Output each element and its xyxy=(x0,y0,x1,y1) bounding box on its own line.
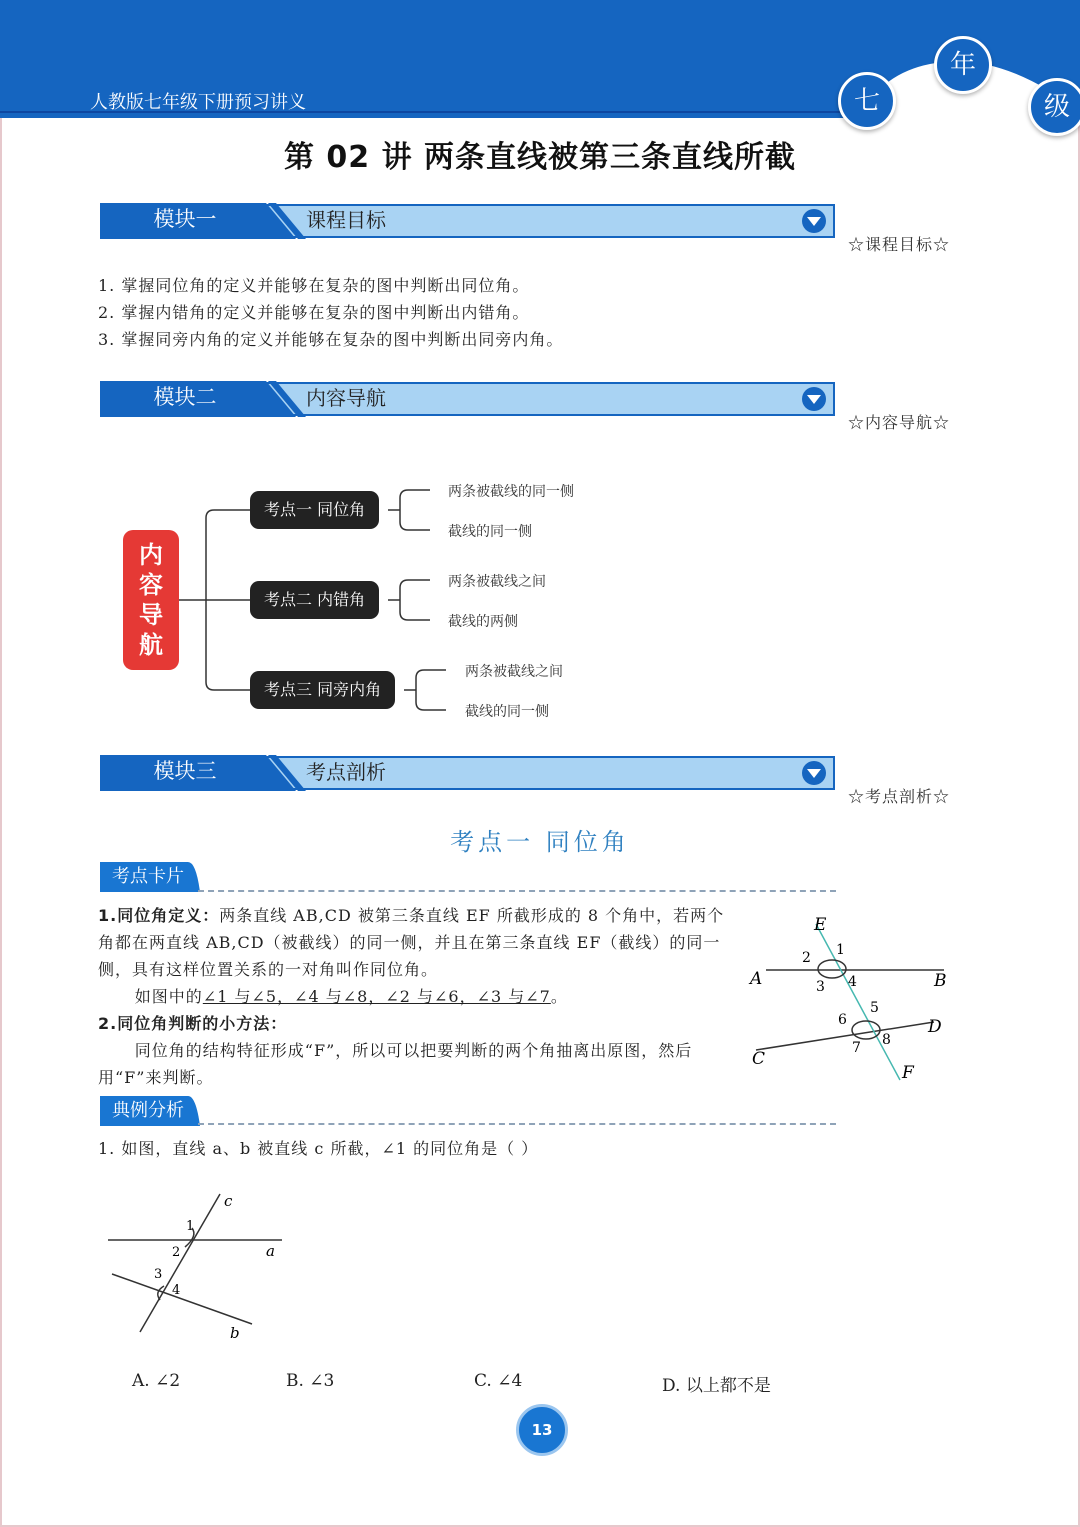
module-one-side-note: ☆课程目标☆ xyxy=(848,235,951,254)
label-B: B xyxy=(934,971,947,991)
mindmap-branch-same-side: 考点三 同旁内角 xyxy=(250,671,395,709)
mindmap-branch-corresponding: 考点一 同位角 xyxy=(250,491,379,529)
module-three-bar xyxy=(100,755,836,791)
method-title: 2.同位角判断的小方法： xyxy=(98,1014,288,1033)
angle-label: 2 xyxy=(802,950,811,966)
module-one-label: 模块一 xyxy=(153,207,217,231)
mindmap-leaf: 两条被截线之间 xyxy=(465,664,563,680)
angle-label: 1 xyxy=(836,942,845,958)
grade-char-seven: 七 xyxy=(838,72,896,130)
mindmap-branch-alternate: 考点二 内错角 xyxy=(250,581,379,619)
angle-label: 4 xyxy=(172,1283,181,1298)
label-b: b xyxy=(230,1324,240,1342)
label-F: F xyxy=(902,1063,914,1082)
module-three-title: 考点剖析 xyxy=(306,760,386,784)
mindmap-leaf: 截线的同一侧 xyxy=(465,704,549,720)
definition-example-suffix: 。 xyxy=(550,987,568,1006)
module-two-side-note: ☆内容导航☆ xyxy=(848,413,951,432)
divider xyxy=(198,1123,836,1125)
mindmap-leaf: 两条被截线的同一侧 xyxy=(448,484,574,500)
grade-char-level: 级 xyxy=(1028,78,1080,136)
mindmap-center-char: 航 xyxy=(139,631,163,659)
angle-label: 1 xyxy=(186,1219,195,1234)
module-three-side-note: ☆考点剖析☆ xyxy=(848,787,951,806)
mindmap-leaf: 截线的同一侧 xyxy=(448,524,532,540)
module-three-label: 模块三 xyxy=(153,759,217,783)
choice-b[interactable]: B. ∠3 xyxy=(286,1371,335,1391)
section-heading: 考点一 同位角 xyxy=(450,828,630,856)
angle-label: 3 xyxy=(154,1267,163,1282)
lecture-title: 第 02 讲 两条直线被第三条直线所截 xyxy=(283,140,797,175)
definition-text xyxy=(98,902,738,1091)
angle-label: 5 xyxy=(870,1000,879,1016)
module-two-label: 模块二 xyxy=(153,385,217,409)
mindmap-center-char: 容 xyxy=(139,571,163,599)
mindmap-leaf: 两条被截线之间 xyxy=(448,574,546,590)
definition-example-pairs: ∠1 与∠5，∠4 与∠8，∠2 与∠6，∠3 与∠7 xyxy=(202,987,551,1006)
angle-label: 6 xyxy=(838,1012,847,1028)
goal-item: 2. 掌握内错角的定义并能够在复杂的图中判断出内错角。 xyxy=(98,303,530,322)
page-number: 13 xyxy=(516,1404,568,1456)
angle-label: 8 xyxy=(882,1032,891,1048)
definition-example-prefix: 如图中的 xyxy=(134,987,203,1006)
grade-char-year: 年 xyxy=(934,36,992,94)
choice-a[interactable]: A. ∠2 xyxy=(132,1371,181,1391)
goal-item: 3. 掌握同旁内角的定义并能够在复杂的图中判断出同旁内角。 xyxy=(98,330,564,349)
figure-lines-a-b-c xyxy=(102,1188,292,1348)
goal-item: 1. 掌握同位角的定义并能够在复杂的图中判断出同位角。 xyxy=(98,276,530,295)
angle-label: 7 xyxy=(852,1040,861,1056)
example-tag-label: 典例分析 xyxy=(112,1100,184,1121)
method-body: 同位角的结构特征形成“F”，所以可以把要判断的两个角抽离出原图，然后用“F”来判断。 xyxy=(98,1041,693,1087)
module-one-title: 课程目标 xyxy=(306,208,386,232)
angle-label: 4 xyxy=(848,974,857,990)
label-A: A xyxy=(750,969,763,989)
course-goals xyxy=(98,272,563,353)
figure-transversal-eight-angles xyxy=(748,912,948,1082)
label-D: D xyxy=(928,1017,942,1037)
mindmap-center-char: 内 xyxy=(139,541,163,569)
label-c: c xyxy=(224,1192,233,1210)
module-two-bar xyxy=(100,381,836,417)
choice-d[interactable]: D. 以上都不是 xyxy=(662,1376,771,1396)
module-two-title: 内容导航 xyxy=(306,386,386,410)
page-header xyxy=(0,0,1080,122)
label-a: a xyxy=(266,1242,275,1260)
mindmap-center-char: 导 xyxy=(139,601,163,629)
book-title: 人教版七年级下册预习讲义 xyxy=(90,92,306,113)
question-text: 1. 如图，直线 a、b 被直线 c 所截，∠1 的同位角是（ ） xyxy=(98,1139,539,1158)
mindmap-leaf: 截线的两侧 xyxy=(448,614,518,630)
card-tag-label: 考点卡片 xyxy=(112,866,184,887)
choice-c[interactable]: C. ∠4 xyxy=(474,1371,523,1391)
mindmap-center xyxy=(123,530,179,670)
definition-body: 两条直线 AB,CD 被第三条直线 EF 所截形成的 8 个角中，若两个角都在两直线 AB,CD（被截线）的同一侧，并且在第三条直线 EF（截线）的同一侧，具有这样位置关系的一对角叫作同位角。 xyxy=(98,906,725,979)
label-E: E xyxy=(814,915,827,935)
angle-label: 2 xyxy=(172,1245,181,1260)
divider xyxy=(198,890,836,892)
module-one-bar xyxy=(100,203,836,239)
angle-label: 3 xyxy=(816,979,825,995)
label-C: C xyxy=(752,1049,766,1069)
definition-title: 1.同位角定义： xyxy=(98,906,220,925)
